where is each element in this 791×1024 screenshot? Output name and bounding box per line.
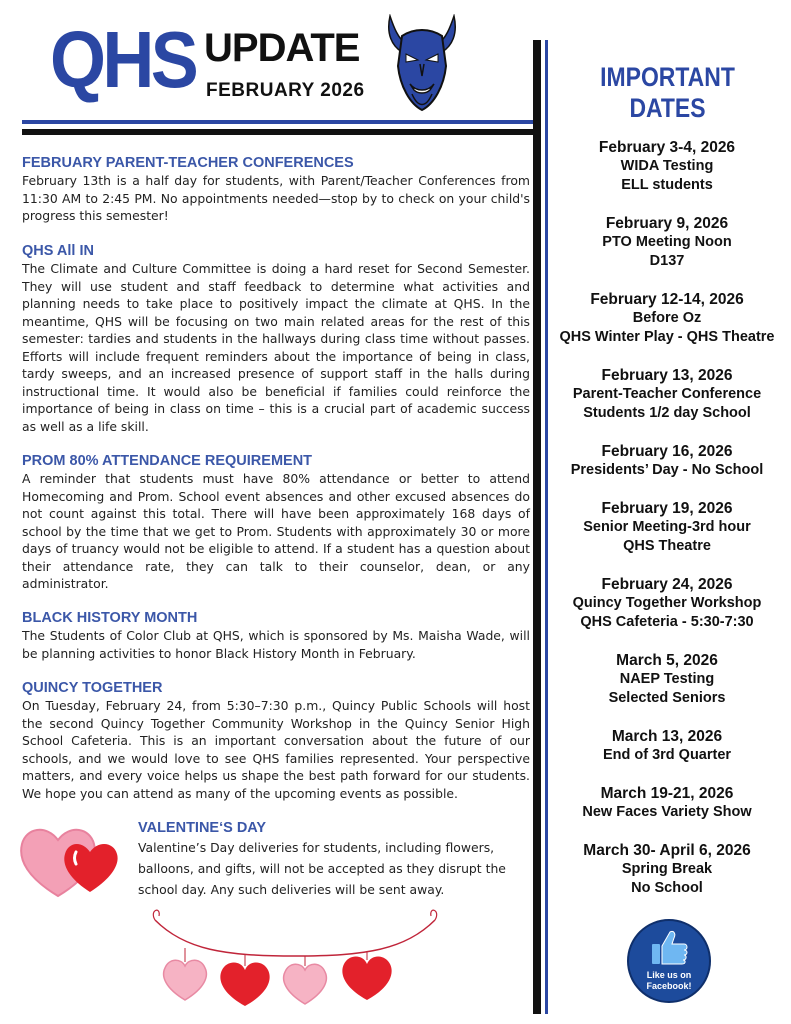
section-quincy-together [22, 680, 530, 802]
date-label: February 16, 2026 [601, 443, 733, 460]
date-label: March 19-21, 2026 [600, 785, 734, 802]
date-label: February 19, 2026 [601, 500, 733, 517]
column-divider-black [533, 40, 541, 1014]
date-detail: End of 3rd Quarter [602, 747, 732, 763]
section-title: PROM 80% ATTENDANCE REQUIREMENT [22, 453, 313, 469]
hearts-icon [18, 818, 130, 898]
header-rule-blue [22, 120, 538, 124]
date-item [556, 214, 778, 271]
section-title: BLACK HISTORY MONTH [22, 610, 198, 626]
date-detail: D137 [649, 253, 685, 269]
section-body: The Climate and Culture Committee is doing a hard reset for Second Semester. They will use student and staff feedback to determine what activities and planning needs to take place to positively impact the climate at QHS. In the meantime, QHS will be focusing on two main related areas for the rest of this semester: tardies and students in the hallways during class time without passes. Efforts will include frequent reminders about the importance of being in class, tardy sweeps, and an increased presence of support staff in the halls during instructional time. It would also be beneficial if families could reinforce the importance of being in class on time – this is a crucial part of academic success as well as a life skill. [22, 261, 530, 434]
date-item [556, 651, 778, 708]
date-label: February 9, 2026 [605, 215, 729, 232]
important-dates-title-line2: DATES [629, 93, 706, 123]
section-title: QUINCY TOGETHER [22, 680, 163, 696]
devil-mascot-icon [384, 14, 460, 112]
date-item [556, 499, 778, 556]
date-detail: NAEP Testing [619, 671, 715, 687]
section-title: QHS All IN [22, 243, 94, 259]
date-detail: No School [631, 880, 703, 896]
date-label: February 13, 2026 [601, 367, 733, 384]
date-item [556, 290, 778, 347]
section-conferences [22, 155, 530, 225]
date-item [556, 575, 778, 632]
date-detail: ELL students [621, 177, 713, 193]
column-divider-blue [545, 40, 548, 1014]
date-label: February 3-4, 2026 [598, 139, 736, 156]
section-black-history [22, 610, 530, 662]
date-detail: QHS Winter Play - QHS Theatre [559, 329, 775, 345]
section-prom-attendance [22, 453, 530, 593]
section-body: The Students of Color Club at QHS, which is sponsored by Ms. Maisha Wade, will be planning activities to honor Black History Month in February. [22, 628, 530, 661]
date-item [556, 727, 778, 765]
important-dates-title-line1: IMPORTANT [600, 62, 735, 92]
newsletter-month: FEBRUARY 2026 [206, 80, 365, 101]
date-detail: WIDA Testing [620, 158, 714, 174]
date-detail: Senior Meeting-3rd hour [583, 519, 751, 535]
logo-text: QHS [50, 15, 196, 104]
date-detail: Quincy Together Workshop [572, 595, 762, 611]
header-rule-black [22, 129, 538, 135]
section-all-in [22, 243, 530, 435]
date-detail: QHS Cafeteria - 5:30-7:30 [580, 614, 754, 630]
date-label: February 24, 2026 [601, 576, 733, 593]
date-item [556, 841, 778, 898]
date-label: March 5, 2026 [616, 652, 718, 669]
date-detail: Parent-Teacher Conference [572, 386, 762, 402]
facebook-line2: Facebook! [646, 981, 692, 991]
section-body: Valentine’s Day deliveries for students, including flowers, balloons, and gifts, will not be accepted as they disrupt the school day. Any such deliveries will be sent away. [138, 840, 506, 897]
date-detail: QHS Theatre [623, 538, 711, 554]
date-item [556, 784, 778, 822]
date-detail: Selected Seniors [608, 690, 726, 706]
important-dates-list [556, 138, 778, 917]
section-valentines [138, 820, 530, 900]
section-title: FEBRUARY PARENT-TEACHER CONFERENCES [22, 155, 354, 171]
date-detail: Students 1/2 day School [583, 405, 751, 421]
facebook-line1: Like us on [646, 970, 692, 980]
date-item [556, 366, 778, 423]
date-item [556, 138, 778, 195]
date-detail: Presidents’ Day - No School [570, 462, 764, 478]
date-detail: PTO Meeting Noon [602, 234, 732, 250]
heart-garland-icon [145, 900, 445, 1020]
date-label: March 30- April 6, 2026 [583, 842, 751, 859]
date-detail: Before Oz [632, 310, 702, 326]
section-body: On Tuesday, February 24, from 5:30–7:30 p.m., Quincy Public Schools will host the second Quincy Together Community Workshop in the Quincy Senior High School Cafeteria. This is an important conversation about the future of our schools, and we would love to see QHS families represented. Your perspective matters, and every voice helps us shape the best path forward for our students. We hope you can attend as many of the upcoming events as possible. [22, 698, 530, 801]
section-title: VALENTINE‘S DAY [138, 820, 267, 836]
date-item [556, 442, 778, 480]
important-dates-title [576, 62, 759, 124]
section-body: A reminder that students must have 80% attendance or better to attend Homecoming and Prom. School event absences and other excused absences do not count against this total. There will have been approximately 168 days of school by the time that we get to Prom. Students with approximately 30 or more days of truancy would not be eligible to attend. If a student has a question about their attendance rate, they can talk to their counselor, dean, or any administrator. [22, 471, 530, 591]
date-detail: New Faces Variety Show [582, 804, 752, 820]
section-body: February 13th is a half day for students, with Parent/Teacher Conferences from 11:30 AM to 2:45 PM. No appointments needed—stop by to check on your child's progress this semester! [22, 173, 530, 223]
facebook-like-badge[interactable] [626, 918, 712, 1004]
date-label: February 12-14, 2026 [590, 291, 744, 308]
newsletter-title: UPDATE [204, 26, 360, 70]
date-label: March 13, 2026 [611, 728, 723, 745]
date-detail: Spring Break [621, 861, 713, 877]
